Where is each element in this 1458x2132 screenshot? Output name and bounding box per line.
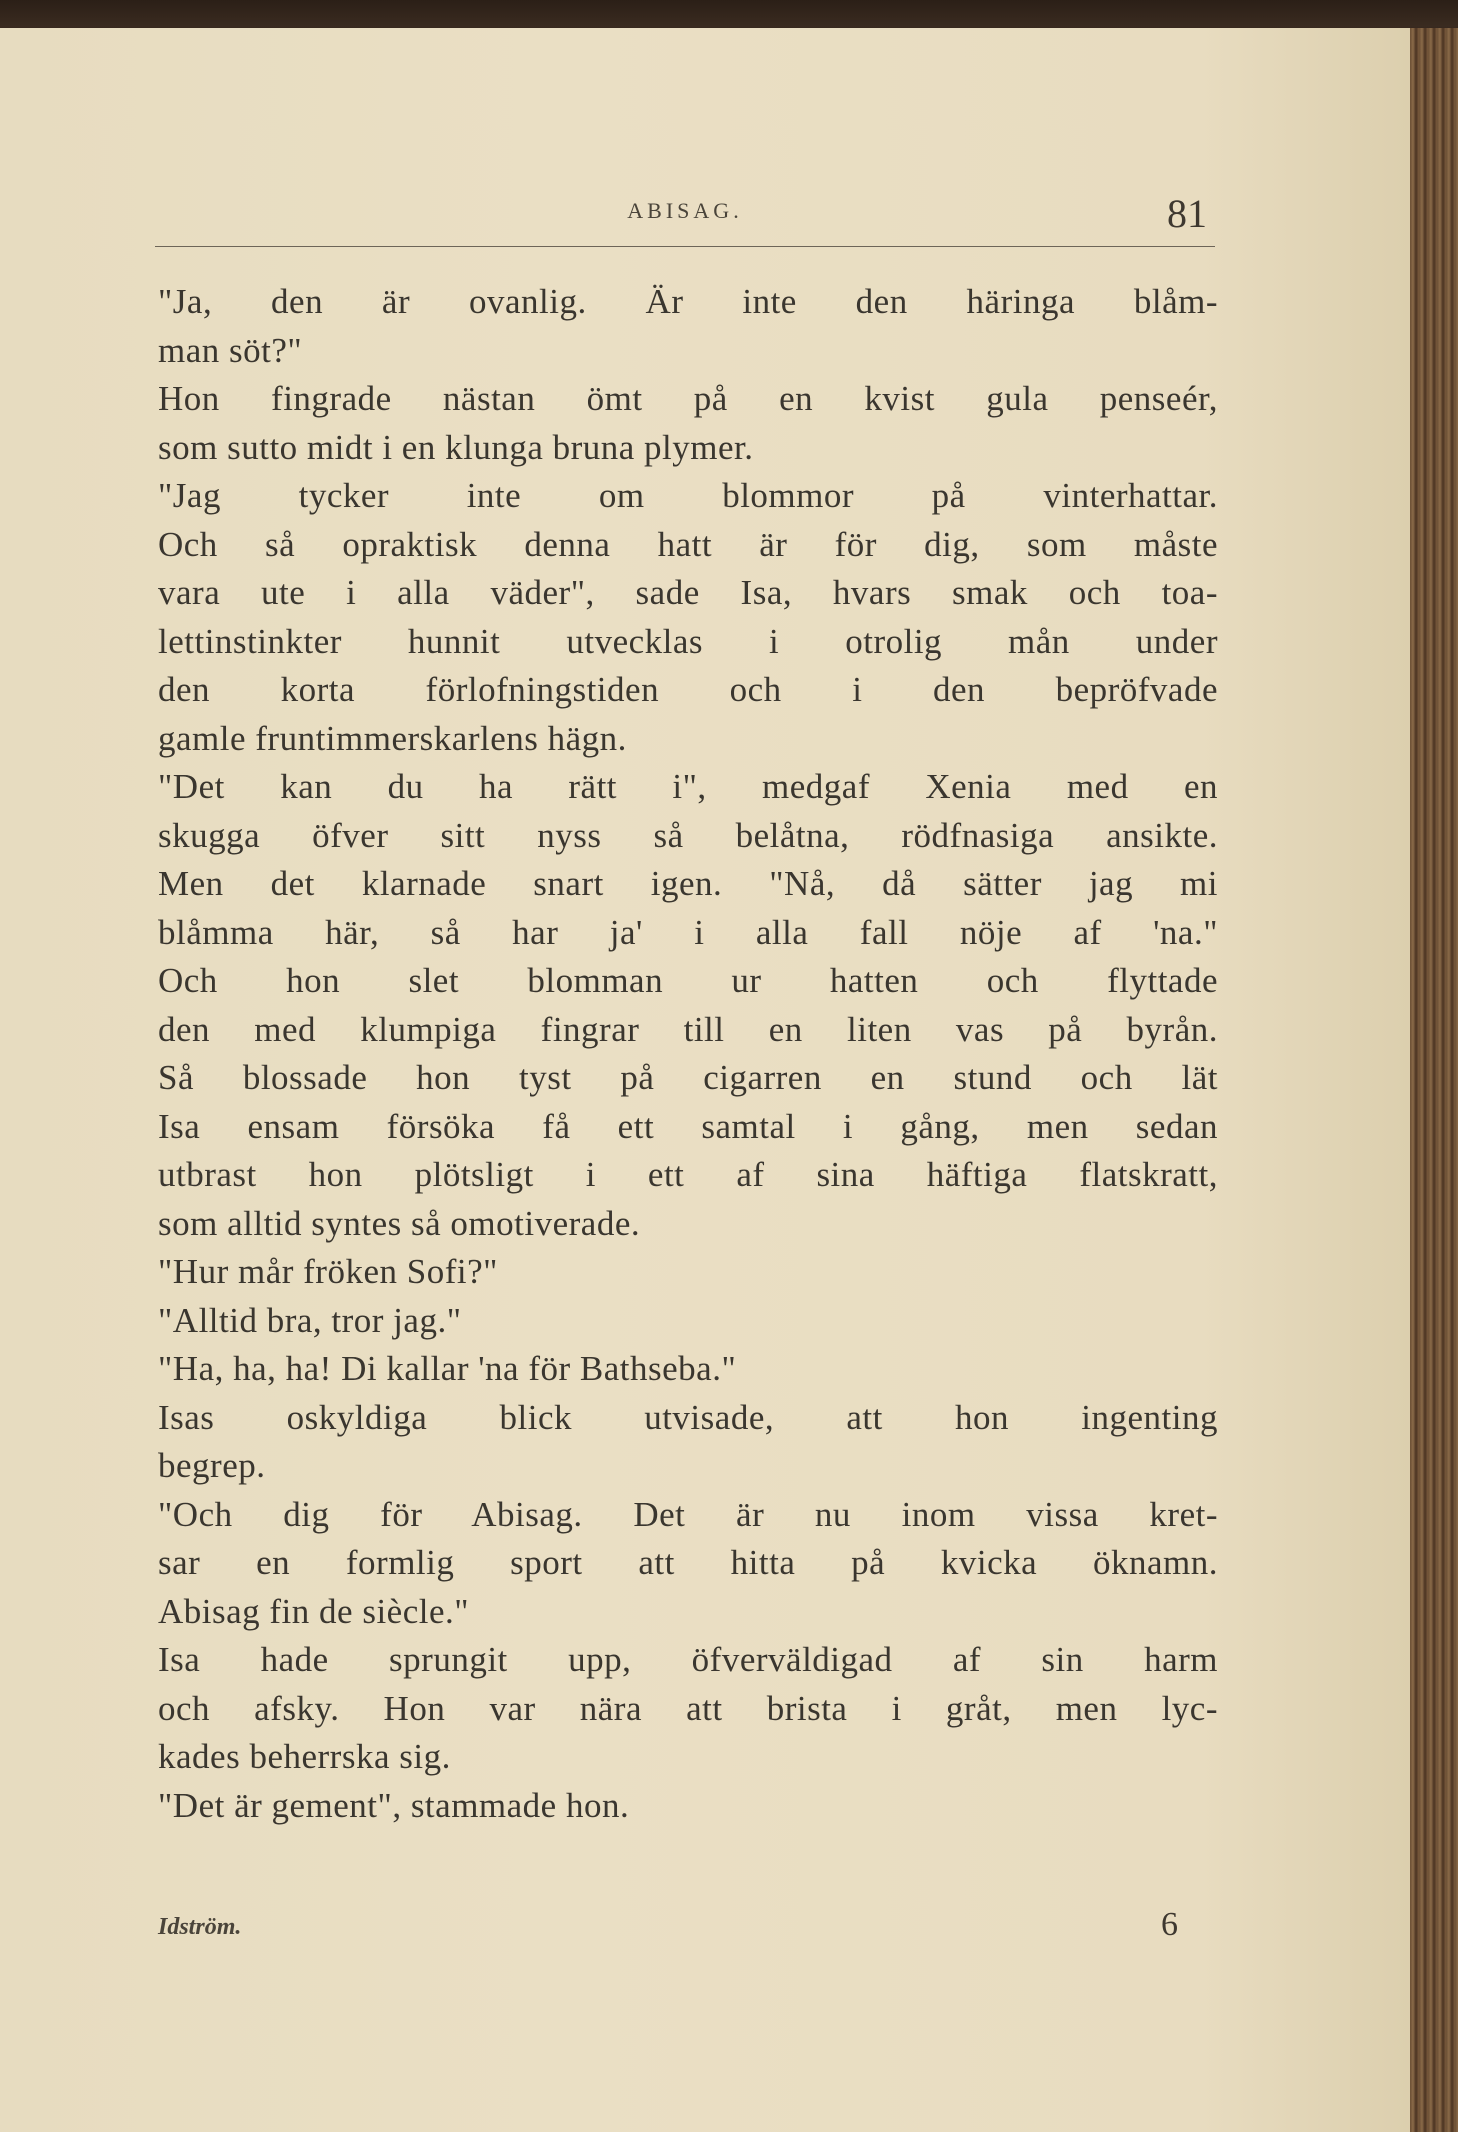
text-line: och afsky. Hon var nära att brista i gråt, men lyc-: [158, 1688, 1218, 1728]
text-line: "Jag tycker inte om blommor på vinterhattar.: [158, 476, 1218, 515]
body-text: [158, 278, 1218, 1830]
text-line: man söt?": [158, 330, 303, 370]
text-line: Men det klarnade snart igen. "Nå, då sätter jag mi: [158, 864, 1218, 903]
text-line: som sutto midt i en klunga bruna plymer.: [158, 427, 754, 467]
text-line: begrep.: [158, 1446, 266, 1485]
page-edge-binding: [1410, 28, 1458, 2132]
text-line: Abisag fin de siècle.": [158, 1591, 470, 1631]
text-line: blåmma här, så har ja' i alla fall nöje af 'na.": [158, 912, 1218, 952]
page-number: 81: [1167, 191, 1207, 236]
text-line: gamle fruntimmerskarlens hägn.: [158, 718, 627, 758]
printer-signature: Idström.: [158, 1914, 242, 1940]
text-line: kades beherrska sig.: [158, 1737, 451, 1776]
text-line: Isa ensam försöka få ett samtal i gång, men sedan: [158, 1106, 1218, 1146]
text-line: "Ja, den är ovanlig. Är inte den häringa blåm-: [158, 282, 1218, 321]
text-line: Isa hade sprungit upp, öfverväldigad af sin harm: [158, 1640, 1218, 1679]
text-line: "Alltid bra, tror jag.": [158, 1300, 462, 1340]
text-line: Och hon slet blomman ur hatten och flyttade: [158, 961, 1218, 1000]
text-line: "Och dig för Abisag. Det är nu inom vissa kret-: [158, 1494, 1218, 1534]
text-line: som alltid syntes så omotiverade.: [158, 1203, 641, 1243]
text-line: den korta förlofningstiden och i den bepröfvade: [158, 670, 1218, 709]
text-line: Så blossade hon tyst på cigarren en stund och lät: [158, 1058, 1218, 1097]
text-line: "Det är gement", stammade hon.: [158, 1785, 630, 1825]
running-head: ABISAG.: [627, 198, 743, 223]
page-footer: [158, 1906, 1218, 1950]
text-line: sar en formlig sport att hitta på kvicka öknamn.: [158, 1543, 1218, 1582]
text-line: den med klumpiga fingrar till en liten vas på byrån.: [158, 1009, 1218, 1049]
text-line: utbrast hon plötsligt i ett af sina häftiga flatskratt,: [158, 1155, 1218, 1194]
signature-number: 6: [1161, 1906, 1178, 1943]
text-line: "Hur mår fröken Sofi?": [158, 1252, 498, 1291]
text-line: Hon fingrade nästan ömt på en kvist gula penseér,: [158, 379, 1218, 418]
text-line: lettinstinkter hunnit utvecklas i otrolig mån under: [158, 621, 1218, 661]
text-line: vara ute i alla väder", sade Isa, hvars smak och toa-: [158, 573, 1218, 612]
text-line: skugga öfver sitt nyss så belåtna, rödfnasiga ansikte.: [158, 815, 1218, 855]
page-header: [155, 191, 1215, 247]
text-line: Isas oskyldiga blick utvisade, att hon ingenting: [158, 1397, 1218, 1437]
text-line: "Det kan du ha rätt i", medgaf Xenia med en: [158, 767, 1218, 806]
text-line: "Ha, ha, ha! Di kallar 'na för Bathseba.": [158, 1349, 737, 1388]
text-line: Och så opraktisk denna hatt är för dig, som måste: [158, 524, 1218, 564]
